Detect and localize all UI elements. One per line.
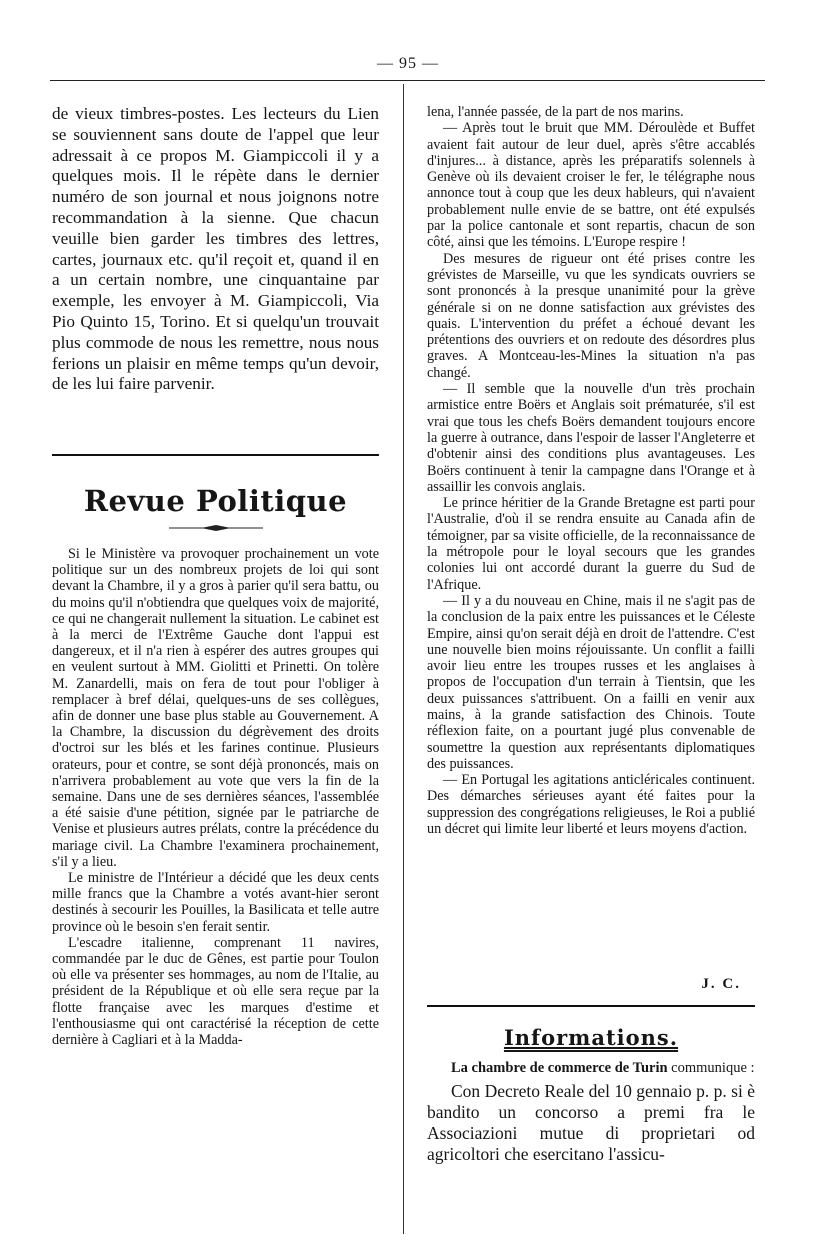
page-number: — 95 — <box>377 55 439 72</box>
right-column-text <box>427 104 755 974</box>
section-title: Revue Politique <box>83 484 348 518</box>
section-rule <box>427 1005 755 1007</box>
paragraph: Si le Ministère va provoquer prochainement un vote politique sur un des nombreux projets de loi qui sont devant la Chambre, il y a gros à parier qu'il sera battu, ou du moins qu'il n'obtiendra que quelques voix de majorité, ce qui ne changerait nullement la situation. Le cabinet est à la merci de l'Extrême Gauche dont l'appui est dangereux, et il n'a rien à espérer des autres groupes qui en veulent surtout à MM. Giolitti et Prinetti. On tolère M. Zanardelli, mais on fera de tout pour l'obliger à remplacer à bref délai, quelques-uns de ses collègues, afin de donner une base plus stable au Gouvernement. A la Chambre, la discussion du dégrèvement des droits d'octroi sur les blés et les farines continue. Plusieurs orateurs, pour et contre, se sont déjà prononcés, mais on n'arrivera probablement au vote que vers la fin de la semaine. Dans une de ses dernières séances, l'assemblée a été saisie d'une pétition, signée par le patriarche de Venise et plusieurs autres prélats, contre la précédence du mariage civil. La Chambre l'examinera prochainement, s'il y a lieu. <box>52 546 379 870</box>
paragraph: — Après tout le bruit que MM. Déroulède et Buffet avaient fait autour de leur duel, après s'être accablés d'injures... à distance, après les préparatifs solennels à Genève où ils devaient croiser le fer, le télégraphe nous annonce tout à coup que les deux hableurs, qui n'avaient probablement nulle envie de se battre, ont été expulsés par la police cantonale et sont repartis, chacun de son côté, ainsi que les témoins. L'Europe respire ! <box>427 120 755 251</box>
left-column <box>52 104 379 1166</box>
paragraph: — En Portugal les agitations anticléricales continuent. Des démarches sérieuses ayant été faites pour la suppression des congrégations religieuses, le Roi a publié un décret qui limite leur liberté et leurs moyens d'action. <box>427 772 755 838</box>
lead-paragraph: de vieux timbres-postes. Les lecteurs du Lien se souviennent sans doute de l'appel que leur adressait à ce propos M. Giampiccoli il y a quelques mois. Il le répète dans le dernier numéro de son journal et nous joignons notre recommandation à la sienne. Que chacun veuille bien garder les timbres des lettres, cartes, journaux etc. qu'il reçoit et, quand il en a un certain nombre, une cinquantaine par exemple, les envoyer à M. Giampiccoli, Via Pio Quinto 15, Torino. Et si quelqu'un trouvait plus commode de nous les remettre, nous nous ferions un plaisir en même temps qu'un devoir, de les lui faire parvenir. <box>52 104 379 394</box>
signature: J. C. <box>701 976 741 992</box>
section-rule <box>52 454 379 456</box>
paragraph: lena, l'année passée, de la part de nos marins. <box>427 104 684 120</box>
ornament-divider <box>161 524 271 532</box>
info-lead-rest: communique : <box>671 1060 755 1076</box>
informations-title: Informations. <box>503 1025 679 1050</box>
info-lead-bold: La chambre de commerce de Turin <box>451 1060 668 1076</box>
right-column <box>427 104 755 1169</box>
header-rule <box>50 80 765 81</box>
revue-politique-text <box>52 546 379 1166</box>
paragraph: Des mesures de rigueur ont été prises contre les grévistes de Marseille, vu que les syndicats ouvriers se sont prononcés à la presque unanimité pour la grève générale si on ne donne satisfaction aux grévistes des quais. L'intervention du préfet a échoué devant les prétentions des ouvriers et on redoute des désordres plus graves. A Montceau-les-Mines la situation n'a pas changé. <box>427 250 755 381</box>
paragraph: — Il semble que la nouvelle d'un très prochain armistice entre Boërs et Anglais soit prématurée, s'il est vrai que tous les chefs Boërs demandent toujours encore la guerre à outrance, dans l'espoir de lasser l'Angleterre et d'obtenir ainsi des conditions plus avantageuses. Les Boërs continuent à tenir la campagne dans l'Orange et à assaillir les convois anglais. <box>427 381 755 495</box>
paragraph: — Il y a du nouveau en Chine, mais il ne s'agit pas de la conclusion de la paix entre les puissances et le Céleste Empire, ainsi qu'on serait déjà en droit de l'attendre. C'est une nouvelle bien moins réjouissante. Un conflit a failli avoir lieu entre les troupes russes et les anglaises à propos de l'occupation d'un terrain à Tientsin, que les deux puissances s'attribuent. On a failli en venir aux mains, à la grande satisfaction des Chinois. Toute réflexion faite, on a pourtant jugé plus convenable de soumettre la question aux représentants diplomatiques des puissances. <box>427 592 755 772</box>
paragraph: L'escadre italienne, comprenant 11 navires, commandée par le duc de Gênes, est partie pour Toulon où elle va présenter ses hommages, au nom de l'Italie, au président de la République et où elle sera reçue par la flotte française avec les marques d'estime et l'enthousiasme qui ont caractérisé la réception de cette dernière à Cagliari et à la Madda- <box>52 934 379 1049</box>
info-lead <box>427 1060 755 1077</box>
paragraph: Le ministre de l'Intérieur a décidé que les deux cents mille francs que la Chambre a votés avant-hier seront destinés à secourir les Pouilles, la Basilicata et telle autre province où le besoin s'en ferait sentir. <box>52 870 379 935</box>
paragraph: Le prince héritier de la Grande Bretagne est parti pour l'Australie, d'où il se rendra ensuite au Canada afin de témoigner, par sa visite officielle, de la reconnaissance de la métropole pour le loyal secours que les grandes colonies lui ont accordé durant la guerre du Sud de l'Afrique. <box>427 495 755 593</box>
info-text: Con Decreto Reale del 10 gennaio p. p. si è bandito un concorso a premi fra le Associazioni mutue di proprietari od agricoltori che esercitano l'assicu- <box>427 1081 755 1164</box>
column-divider <box>403 84 404 1234</box>
